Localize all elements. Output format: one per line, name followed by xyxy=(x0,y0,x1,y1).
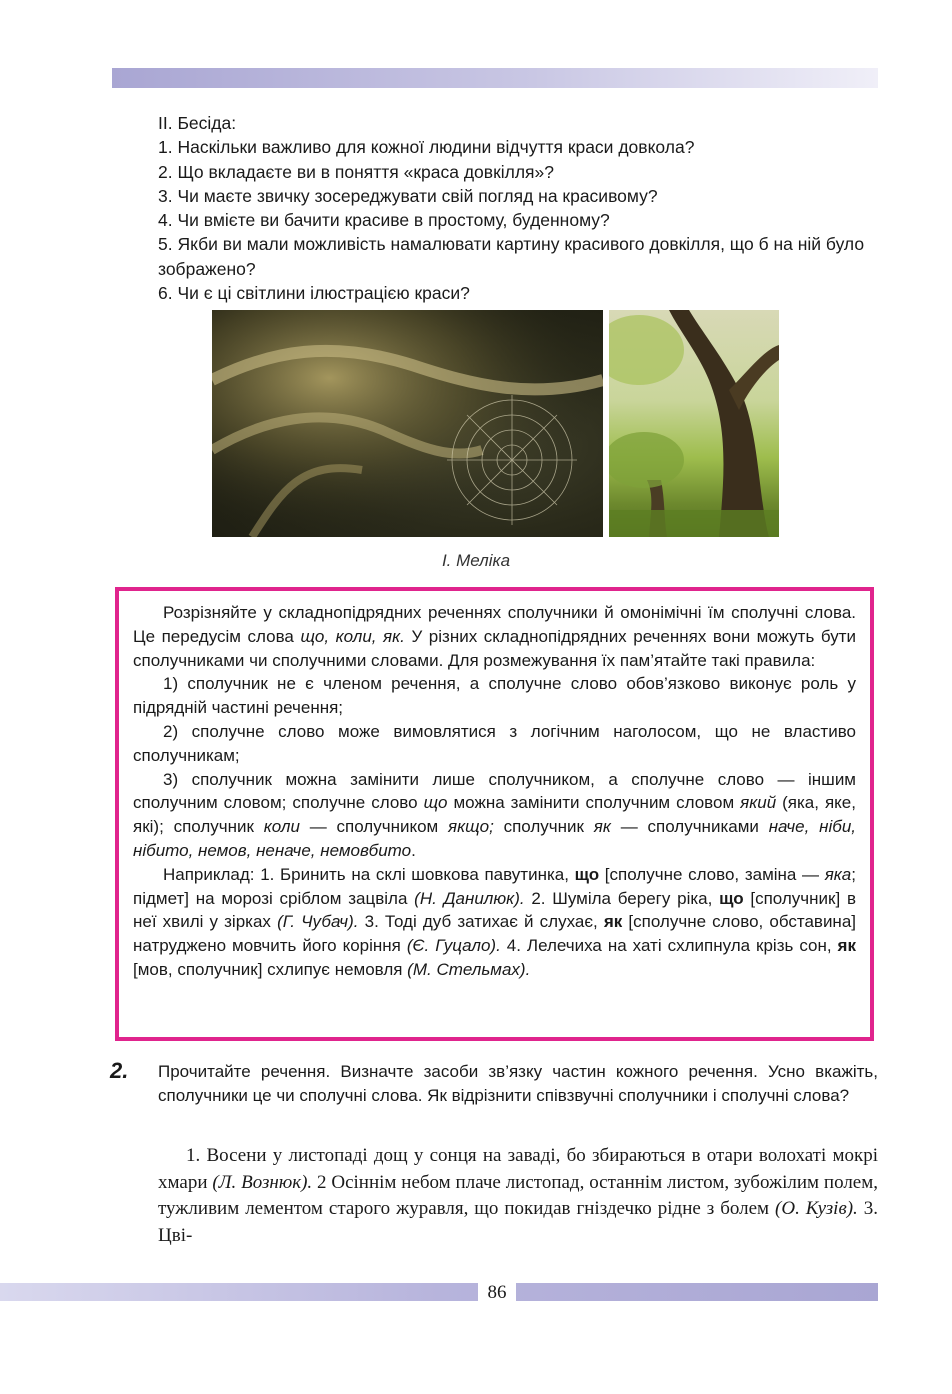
rule-text: У різних складнопідрядних реченнях вони можуть бути сполучниками чи сполучними словами. Для розмежування їх пам’ятайте такі правила: xyxy=(133,626,857,670)
cobweb-illustration xyxy=(212,310,603,537)
cobweb-photo xyxy=(212,310,603,537)
rule-text: [мов, сполучник] схлипує немовля xyxy=(133,959,408,979)
rule-bold: як xyxy=(837,936,856,956)
rule-italic: що xyxy=(423,793,448,813)
rule-text: Наприклад: 1. Бринить на склі шовкова павутинка, xyxy=(163,864,575,884)
rule-text: ; підмет] на морозі сріблом зацвіла xyxy=(133,864,856,908)
question-item: 4. Чи вмієте ви бачити красиве в простому, буденному? xyxy=(158,210,610,231)
rule-text: — сполучниками xyxy=(610,817,769,837)
rule-text: сполучник xyxy=(493,817,594,837)
rule-bold: що xyxy=(719,888,744,908)
discussion-heading: ІІ. Бесіда: xyxy=(158,113,237,133)
tree-photo xyxy=(609,310,779,537)
question-item: 2. Що вкладаєте ви в поняття «краса довкілля»? xyxy=(158,161,554,182)
page-number: 86 xyxy=(478,1280,516,1306)
rule-italic: (Є. Гуцало). xyxy=(406,936,501,956)
question-item: 1. Наскільки важливо для кожної людини відчуття краси довкола? xyxy=(158,137,695,158)
rule-italic: (М. Стельмах). xyxy=(407,959,531,979)
example-author: (Л. Вознюк). xyxy=(212,1171,313,1193)
task-example-text xyxy=(158,1143,878,1249)
rule-italic: що, коли, як. xyxy=(300,626,405,646)
rule-text: можна замінити сполучним словом xyxy=(447,793,741,813)
footer-band xyxy=(0,1283,878,1301)
rule-item-1: 1) сполучник не є членом речення, а сполучне слово обов’язково виконує роль у підрядній частині речення; xyxy=(133,674,856,718)
rule-italic: наче, ніби, нібито, немов, неначе, немовбито xyxy=(133,817,857,860)
discussion-block xyxy=(158,111,898,305)
question-item: 3. Чи маєте звичку зосереджувати свій погляд на красивому? xyxy=(158,185,658,206)
task-instructions: Прочитайте речення. Визначте засоби зв’язку частин кожного речення. Усно вкажіть, сполучники це чи сполучні слова. Як відрізнити співзвучні сполучники і сполучні слова? xyxy=(158,1062,878,1105)
rule-text: [сполучник] в неї хвилі у зірках xyxy=(133,888,856,932)
rule-intro xyxy=(133,601,856,672)
rule-text: 3) сполучник можна замінити лише сполучником, а сполучне слово — іншим сполучним словом; сполучне слово xyxy=(133,769,856,813)
rule-text: [сполучне слово, заміна — xyxy=(599,864,825,884)
question-item: 5. Якби ви мали можливість намалювати картину красивого довкілля, що б на ній було зображено? xyxy=(158,234,865,279)
header-band xyxy=(112,68,878,88)
rule-italic: якщо; xyxy=(448,817,494,837)
rule-text: — сполучником xyxy=(299,817,449,837)
rule-text: 4. Лелечиха на хаті схлипнула крізь сон, xyxy=(500,936,838,956)
rule-italic: (Г. Чубач). xyxy=(277,912,359,932)
rule-italic: як xyxy=(593,817,611,837)
rule-item-3 xyxy=(133,768,856,863)
rule-item-2: 2) сполучне слово може вимовлятися з логічним наголосом, що не властиво сполучникам; xyxy=(133,721,856,765)
question-item: 6. Чи є ці світлини ілюстрацією краси? xyxy=(158,283,470,304)
rule-italic: (Н. Данилюк). xyxy=(414,888,525,908)
rule-text: . xyxy=(411,840,416,860)
tree-illustration xyxy=(609,310,779,537)
rule-italic: який xyxy=(740,793,777,813)
rule-examples xyxy=(133,863,856,982)
rule-text: 2. Шуміла берегу ріка, xyxy=(524,888,720,908)
photo-caption: І. Меліка xyxy=(441,551,511,570)
task-number: 2. xyxy=(110,1058,129,1083)
rule-text: [сполучне слово, обставина] натруджено мовчить його коріння xyxy=(133,912,857,956)
example-text: 2 Осіннім небом плаче листопад, останнім листом, зубожілим полем, тужливим лементом старого журавля, що покидав гніздечко рідне з болем xyxy=(158,1171,879,1219)
rule-text: Розрізняйте у складнопідрядних реченнях сполучники й омонімічні їм сполучні слова. Це передусім слова xyxy=(133,603,856,646)
rule-text: (яка, яке, які); сполучник xyxy=(133,793,856,837)
example-text: 3. Цві- xyxy=(158,1198,878,1246)
rule-text: 3. Тоді дуб затихає й слухає, xyxy=(358,912,604,932)
photo-pair xyxy=(212,310,779,537)
rule-italic: яка xyxy=(824,864,852,884)
rule-italic: коли xyxy=(263,817,300,837)
example-author: (О. Кузів). xyxy=(775,1198,858,1219)
rule-box xyxy=(115,587,874,1041)
example-text: 1. Восени у листопаді дощ у сонця на заваді, бо збираються в отари волохаті мокрі хмари xyxy=(158,1145,878,1193)
rule-bold: що xyxy=(574,864,600,884)
rule-bold: як xyxy=(603,912,623,932)
